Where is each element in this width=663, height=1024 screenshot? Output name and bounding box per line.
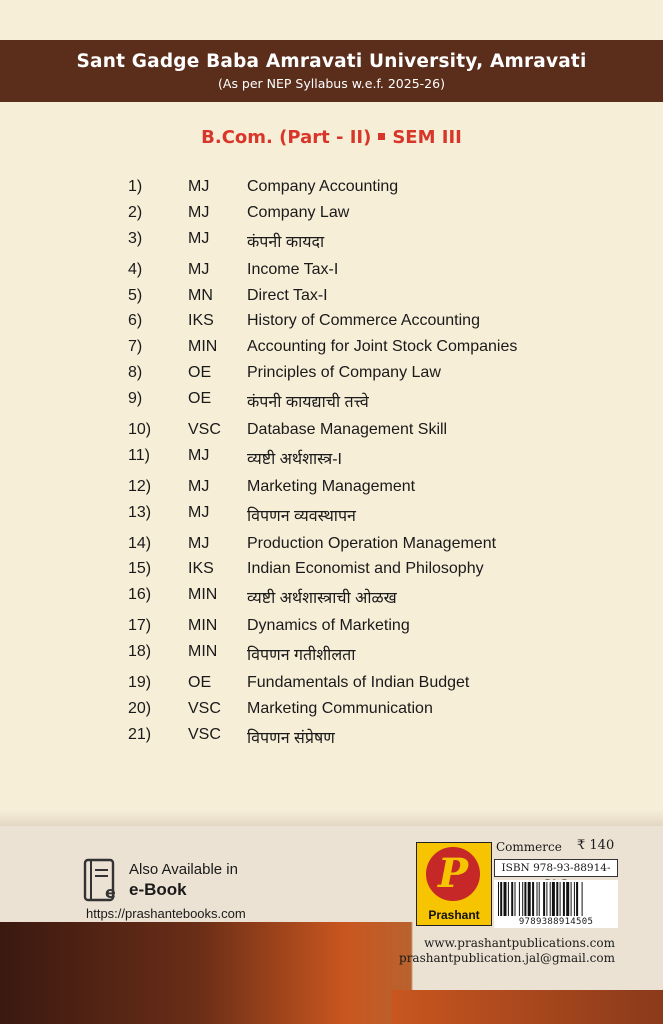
subject-row [0, 390, 663, 416]
course-title [0, 127, 663, 148]
ebook-site-link[interactable]: https://prashantebooks.com [86, 906, 246, 921]
section-divider [0, 810, 663, 826]
subject-num: 20) [128, 699, 152, 717]
barcode [494, 880, 618, 928]
subject-row [0, 586, 663, 612]
subject-row [0, 287, 663, 313]
subject-num: 5) [128, 286, 143, 304]
ebook-icon [82, 858, 120, 904]
subject-title: Marketing Communication [247, 699, 433, 717]
subject-code: MJ [188, 178, 210, 195]
subject-title: Direct Tax-I [247, 286, 328, 304]
subject-code: MJ [188, 203, 210, 221]
subject-code: VSC [188, 725, 221, 743]
subject-num: 19) [128, 674, 152, 692]
subject-num: 12) [128, 477, 152, 495]
subject-num: 9) [128, 390, 143, 408]
subject-code: OE [188, 674, 212, 692]
subject-code: MN [188, 286, 213, 304]
subject-title: Company Law [247, 203, 350, 221]
subject-row [0, 312, 663, 338]
subject-num: 4) [128, 260, 143, 278]
university-name: Sant Gadge Baba Amravati University, Amravati [76, 51, 587, 72]
subject-list [0, 178, 663, 752]
subject-row [0, 364, 663, 390]
subject-num: 11) [128, 446, 150, 464]
subject-num: 10) [128, 421, 152, 439]
subject-code: MIN [188, 586, 218, 604]
publisher-website[interactable]: www.prashantpublications.com [424, 936, 615, 950]
subject-title: कंपनी कायद्याची तत्त्वे [247, 394, 369, 412]
subject-code: MIN [188, 617, 218, 635]
subject-title: विपणन गतीशीलता [247, 647, 356, 665]
subject-title: History of Commerce Accounting [247, 312, 480, 330]
subject-row [0, 338, 663, 364]
subject-title: कंपनी कायदा [247, 233, 325, 251]
subject-num: 7) [128, 338, 143, 356]
subject-num: 2) [128, 203, 143, 221]
subject-num: 14) [128, 534, 152, 552]
subject-row [0, 643, 663, 669]
subject-row [0, 421, 663, 447]
subject-title: Dynamics of Marketing [247, 617, 410, 635]
price-label: ₹ 140 [577, 838, 615, 853]
barcode-bars [496, 882, 616, 916]
subject-code: OE [188, 364, 212, 382]
bullet-square-icon [378, 133, 385, 140]
subject-code: MJ [188, 503, 210, 521]
subject-title: Company Accounting [247, 178, 399, 195]
subject-row [0, 504, 663, 530]
publisher-logo [416, 842, 492, 926]
subject-code: MIN [188, 643, 218, 661]
subject-num: 3) [128, 229, 143, 247]
subject-num: 1) [128, 178, 143, 195]
subject-title: Income Tax-I [247, 260, 339, 278]
subject-code: MJ [188, 260, 210, 278]
subject-num: 16) [128, 586, 152, 604]
subject-row [0, 230, 663, 256]
subject-row [0, 204, 663, 230]
subject-title: व्यष्टी अर्थशास्त्राची ओळख [247, 590, 397, 608]
publisher-brand: Prashant [428, 908, 480, 922]
subject-title: विपणन व्यवस्थापन [247, 507, 356, 525]
barcode-digits: 9789388914505 [518, 917, 594, 927]
subject-row [0, 261, 663, 287]
subject-code: IKS [188, 312, 214, 330]
subject-code: VSC [188, 421, 221, 439]
subject-code: MJ [188, 229, 210, 247]
subject-row [0, 178, 663, 204]
subject-title: Fundamentals of Indian Budget [247, 674, 470, 692]
subject-code: VSC [188, 699, 221, 717]
subject-code: MIN [188, 338, 218, 356]
subject-num: 17) [128, 617, 152, 635]
subject-row [0, 535, 663, 561]
subject-code: MJ [188, 534, 210, 552]
subject-num: 6) [128, 312, 143, 330]
subject-title: Principles of Company Law [247, 364, 441, 382]
logo-letter: P [437, 850, 469, 897]
subject-row [0, 617, 663, 643]
subject-row [0, 674, 663, 700]
program-label: B.Com. (Part - II) [201, 127, 372, 148]
header-banner [0, 40, 663, 102]
subject-title: व्यष्टी अर्थशास्त्र-I [247, 450, 342, 468]
subject-title: Accounting for Joint Stock Companies [247, 338, 518, 356]
subject-title: Database Management Skill [247, 421, 448, 439]
subject-row [0, 478, 663, 504]
ebook-label: e-Book [129, 880, 187, 899]
subject-num: 18) [128, 643, 152, 661]
subject-row [0, 560, 663, 586]
subject-title: Production Operation Management [247, 534, 497, 552]
decorative-stripe-right [392, 990, 663, 1024]
subject-num: 13) [128, 503, 152, 521]
subject-row [0, 700, 663, 726]
publisher-email[interactable]: prashantpublication.jal@gmail.com [399, 951, 615, 965]
syllabus-note: (As per NEP Syllabus w.e.f. 2025-26) [218, 76, 445, 91]
subject-row [0, 726, 663, 752]
category-label: Commerce [496, 840, 562, 854]
subject-code: MJ [188, 446, 210, 464]
subject-title: Marketing Management [247, 477, 416, 495]
subject-num: 21) [128, 725, 152, 743]
subject-code: IKS [188, 560, 214, 578]
subject-title: विपणन संप्रेषण [247, 729, 335, 747]
semester-label: SEM III [392, 127, 462, 148]
svg-text:e: e [105, 883, 116, 902]
subject-row [0, 447, 663, 473]
subject-title: Indian Economist and Philosophy [247, 560, 484, 578]
also-available-text: Also Available in [129, 861, 238, 878]
subject-num: 8) [128, 364, 143, 382]
isbn-label: ISBN 978-93-88914- [494, 859, 618, 877]
subject-code: OE [188, 390, 212, 408]
subject-num: 15) [128, 560, 152, 578]
subject-code: MJ [188, 477, 210, 495]
